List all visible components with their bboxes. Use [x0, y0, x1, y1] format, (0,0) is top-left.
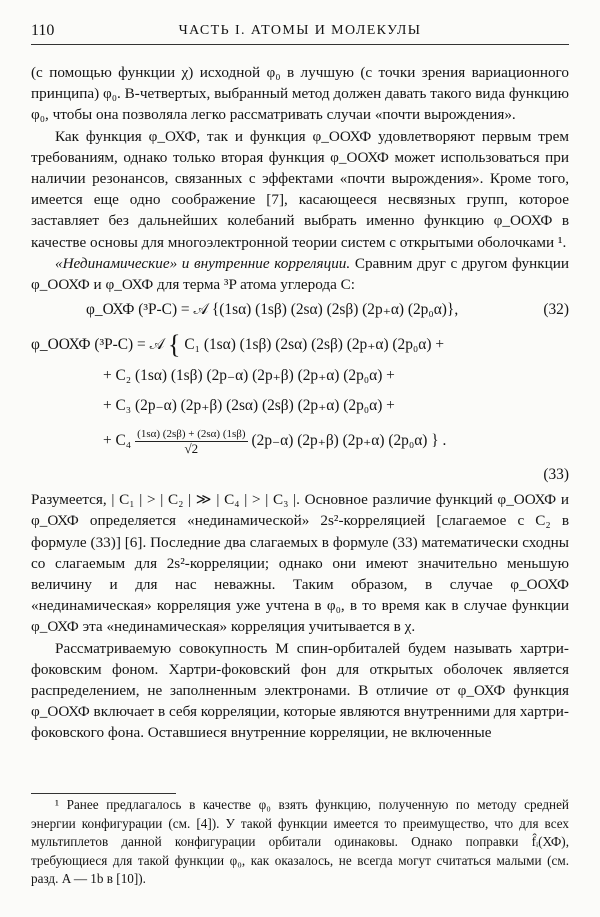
- eq33-term-4-tail: (2p₋α) (2p₊β) (2p₊α) (2p₀α) } .: [251, 432, 447, 450]
- eq33-term-3: + C₃ (2p₋α) (2p₊β) (2sα) (2sβ) (2p₊α) (2p₀α) +: [103, 397, 395, 415]
- page-number: 110: [31, 22, 55, 39]
- footnote: [31, 796, 569, 889]
- eq33-c4: + C₄: [103, 432, 132, 450]
- equation-33: φ_ООХФ (³P-C) = 𝒜 { C₁ (1sα) (1sβ) (2sα) (2sβ) (2p₊α) (2p₀α) + + C₂ (1sα) (1sβ) (2p₋α) (2p₊β) (2p₊α) (2p₀α) + + C₃ (2p₋α) (2p₊β) (2sα) (2sβ) (2p₊α) (2p₀α) + + C₄ $\frac{(1s\alpha) (2s\beta) + (2s\alpha) (1s\beta)}{√2}$ (2p₋α) (2p₊β) (2p₊α) (2p₀α) } . (33): [31, 329, 569, 489]
- equation-32: [31, 295, 569, 325]
- eq33-fraction: [135, 427, 247, 456]
- footnote-divider: [31, 793, 176, 794]
- section-heading: «Нединамические» и внутренние корреляции.: [55, 254, 351, 272]
- main-text: [31, 62, 569, 744]
- paragraph-5: Рассматриваемую совокупность M спин-орбиталей будем называть хартри-фоковским фоном. Хартри-фоковский фон для открытых оболочек является распределением, не заполненным электронами. В отличие от φ_ОХФ функция φ_ООХФ включает в себя корреляции, которые являются внутренними для хартри-фоковского фона. Оставшиеся внутренние корреляции, не включенные: [31, 639, 569, 742]
- eq33-lhs: φ_ООХФ (³P-C) =: [31, 336, 146, 354]
- eq32-number: (32): [543, 301, 569, 319]
- eq33-term-4: [31, 421, 569, 461]
- paragraph-3-text: Сравним друг с другом функции φ_ООХФ и φ_ОХФ для терма ³P атома углерода C:: [31, 254, 569, 294]
- page-header: [31, 20, 569, 45]
- paragraph-1: (с помощью функции χ) исходной φ₀ в лучшую (с точки зрения вариационного принципа) φ₀. В-четвертых, выбранный метод должен давать такого вида функцию φ₀, чтобы она позволяла легко рассматривать случаи «почти вырождения».: [31, 64, 569, 124]
- eq33-fraction-denominator: √2: [184, 441, 199, 457]
- eq33-number: (33): [543, 466, 569, 484]
- eq32-rhs: 𝒜 {(1sα) (1sβ) (2sα) (2sβ) (2p₊α) (2p₀α)},: [193, 301, 459, 319]
- running-title: ЧАСТЬ I. АТОМЫ И МОЛЕКУЛЫ: [178, 23, 422, 38]
- footnote-text: ¹ Ранее предлагалось в качестве φ₀ взять функцию, полученную по методу средней энергии конфигурации (см. [4]). У такой функции имеется то преимущество, что для всех мультиплетов данной конфигурации орбитали одинаковы. Однако поправки f̂ᵢ(ХФ), требующиеся для такой функции φ₀, как оказалось, не всегда могут считаться малыми (см. разд. A — 1b в [10]).: [31, 797, 569, 887]
- paragraph-4: Разумеется, | C₁ | > | C₂ | ≫ | C₄ | > | C₃ |. Основное различие функций φ_ООХФ и φ_ОХФ определяется «нединамической» 2s²-корреляцией [слагаемое с C₂ в формуле (33)] [6]. Последние два слагаемых в формуле (33) математически сходны со слагаемым для 2s²-корреляции; однако они имеют значительно меньшую величину и для нас неважны. Таким образом, в случае φ_ООХФ «нединамическая» корреляция уже учтена в φ₀, в то время как в случае функции φ_ОХФ эта «нединамическая» корреляция учитывается в χ.: [31, 491, 569, 636]
- eq33-fraction-numerator: (1sα) (2sβ) + (2sα) (1sβ): [137, 428, 246, 441]
- eq33-term-1: C₁ (1sα) (1sβ) (2sα) (2sβ) (2p₊α) (2p₀α) +: [184, 336, 445, 354]
- eq32-lhs: φ_ОХФ (³P-C) =: [86, 301, 190, 319]
- eq33-term-2: + C₂ (1sα) (1sβ) (2p₋α) (2p₊β) (2p₊α) (2p₀α) +: [103, 367, 395, 385]
- paragraph-2: Как функция φ_ОХФ, так и функция φ_ООХФ удовлетворяют первым трем требованиям, однако только вторая функция φ_ООХФ может использоваться при наличии резонансов, связанных с эффектами «почти вырождения». Кроме того, имеется еще одно соображение [7], касающееся несвязных групп, которое заставляет без дальнейших колебаний выбрать именно функцию φ_ООХФ в качестве основы для многоэлектронной теории систем с открытыми оболочками ¹.: [31, 127, 569, 251]
- paragraph-3: [31, 253, 569, 295]
